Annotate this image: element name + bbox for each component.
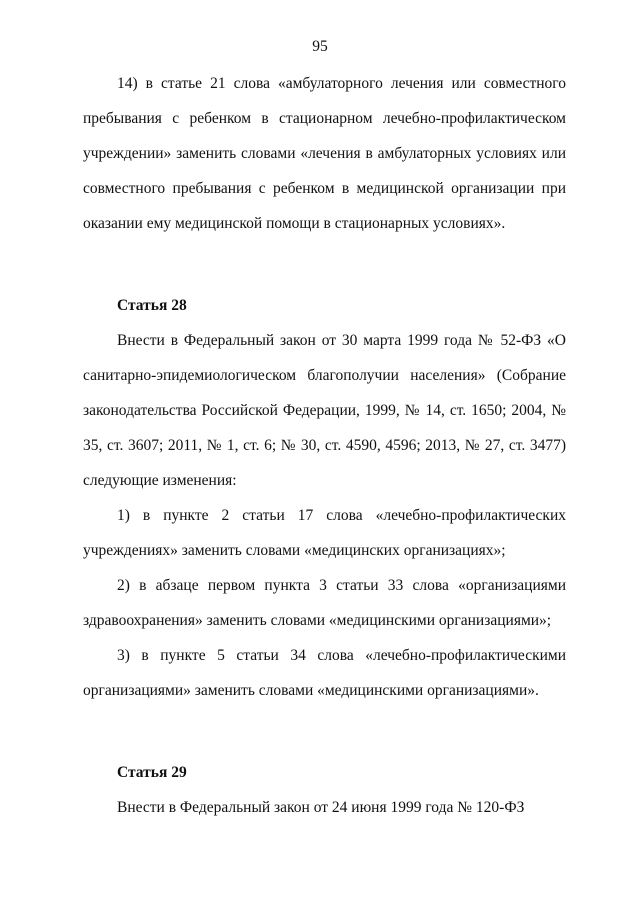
spacer [83,708,566,755]
article-28-item-3: 3) в пункте 5 статьи 34 слова «лечебно-профилактическими организациями» заменить словами «медицинскими организациями». [83,647,566,699]
paragraph-item-14: 14) в статье 21 слова «амбулаторного лечения или совместного пребывания с ребенком в стационарном лечебно-профилактическом учреждении» заменить словами «лечения в амбулаторных условиях или совместного пребывания с ребенком в медицинской организации при оказании ему медицинской помощи в стационарных условиях». [83,75,566,232]
article-28-heading: Статья 28 [117,297,187,314]
article-28-item-2: 2) в абзаце первом пункта 3 статьи 33 слова «организациями здравоохранения» заменить словами «медицинскими организациями»; [83,577,566,629]
document-body [83,66,566,825]
article-29-intro: Внести в Федеральный закон от 24 июня 1999 года № 120-ФЗ [117,799,525,816]
page-number: 95 [312,38,328,55]
article-28-intro: Внести в Федеральный закон от 30 марта 1999 года № 52-ФЗ «О санитарно-эпидемиологическом благополучии населения» (Собрание законодательства Российской Федерации, 1999, № 14, ст. 1650; 2004, № 35, ст. 3607; 2011, № 1, ст. 6; № 30, ст. 4590, 4596; 2013, № 27, ст. 3477) следующие изменения: [83,332,566,489]
article-28-item-1: 1) в пункте 2 статьи 17 слова «лечебно-профилактических учреждениях» заменить словами «медицинских организациях»; [83,507,566,559]
spacer [83,241,566,288]
article-29-heading: Статья 29 [117,764,187,781]
